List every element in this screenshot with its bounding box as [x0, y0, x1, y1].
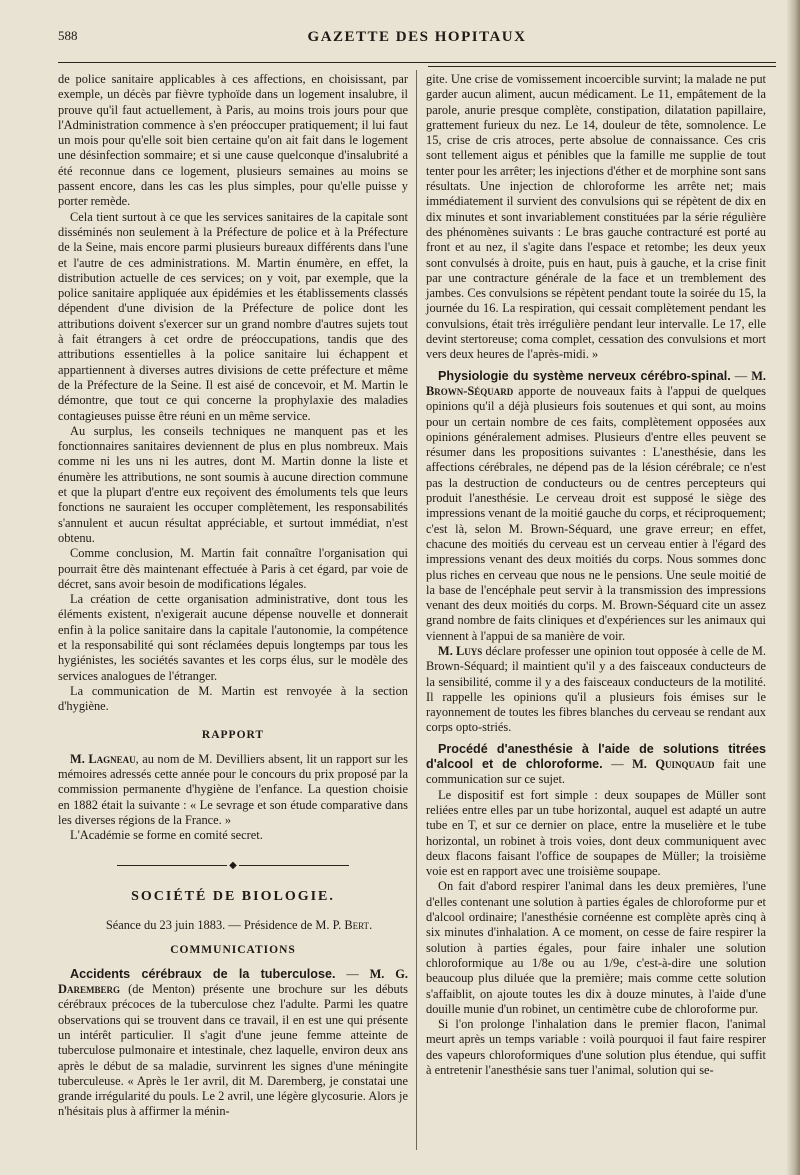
article-paragraph: Procédé d'anesthésie à l'aide de solutions titrées d'alcool et de chloroforme. — M. Quinquaud fait une communication sur ce sujet. [426, 741, 766, 787]
speaker-name: M. Lagneau [70, 751, 136, 766]
paragraph: gite. Une crise de vomissement incoercible survint; la malade ne put garder aucun aliment, aucun médicament. Le 11, empâtement de la parole, anurie presque complète, constipation, dilatation papillaire, grattement furieux du nez. Le 14, douleur de tête, somnolence. Le 15, crise de cris atroces, perte absolue de connaissance. Ces cris sont tellement aigus et pénibles que la famille me supplie de tout tenter pour les arrêter; les injections d'éther et de morphine sont sans résultats. Une injection de chloroforme les arrête net; mais immédiatement il survient des convulsions qui se répètent de dix en dix minutes et sont invariablement constituées par la série régulière des phénomènes suivants : Le bras gauche contracturé est porté au front et au nez, il s'agite dans l'espace et retombe; les deux yeux sont convulsés à droite, puis en haut, puis à gauche, et la crise finit par une contracture générale de la face et un tremblement des jambes. Ces convulsions se répètent pendant toute la soirée du 15, la journée du 16. La respiration, qui cessait complètement pendant les convulsions, était très irrégulière pendant leur intervalle. Le 17, elle devint stertoreuse; coma complet, cessation des convulsions et mort vers deux heures de l'après-midi. » [426, 72, 766, 362]
article-text: apporte de nouveaux faits à l'appui de quelques opinions qu'il a déjà plusieurs fois soutenues et qui sont, au moins pour un certain nombre de ces faits, complètement opposées aux opinions généralement admises. Plusieurs d'entre elles peuvent se résumer dans les propositions suivantes : L'anesthésie, dans les affections cérébrales, ne dépend pas de la lésion cérébrale; ce n'est pas la destruction de conducteurs ou de centres percepteurs qui produit l'anesthésie. Le cerveau droit est supposé le siège des impressions venant de la moitié gauche du corps, et réciproquement; c'est là, selon M. Brown-Séquard, une grave erreur; en effet, chacune des moitiés du cerveau est un cerveau entier à l'égard des impressions venant des deux moitiés du corps. Nous sommes donc plus riches en cerveau que nous ne le pensions. Une seule moitié de la base de l'encéphale peut servir à la transmission des impressions venant des deux moitiés du corps. M. Brown-Séquard cite un assez grand nombre de faits cliniques et d'expériences sur les animaux qui viennent à l'appui de sa manière de voir. [426, 383, 766, 643]
paragraph: L'Académie se forme en comité secret. [70, 828, 263, 843]
rapport-text: , au nom de M. Devilliers absent, lit un rapport sur les mémoires adressés cette année pour le concours du prix proposé par la commission permanente d'hygiène de l'enfance. La question choisie en 1882 était la suivante : « Le sevrage et son étude comparative dans les diverses régions de la France. » [58, 751, 409, 827]
header-rule-secondary [428, 66, 776, 67]
paragraph: de police sanitaire applicables à ces affections, en choisissant, par exemple, un décès par fièvre typhoïde dans un logement insalubre, il prouve qu'il faut actuellement, à Paris, au moins trois jours pour que l'Administration commence à s'en préoccuper pratiquement; il lui faut un mois pour qu'elle soit bien certaine qu'on ait fait dans le logement une désinfection sommaire; et si une cause quelconque d'insalubrité a été reconnue dans ce logement, plusieurs semaines au moins se passent encore, dans les cas les plus simples, pour qu'elle puisse y porter remède. [58, 72, 408, 209]
article-paragraph: Accidents cérébraux de la tuberculose. — M. G. Daremberg (de Menton) présente une brochure sur les débuts cérébraux précoces de la tuberculose chez l'adulte. Parmi les quatre observations qui se trouvent dans ce travail, il en est une qui présente un intérêt particulier. Il s'agit d'une jeune femme atteinte de tuberculose pulmonaire et intestinale, chez laquelle, environ deux ans après le début de sa maladie, survinrent les signes d'une méningite tuberculeuse. « Après le 1er avril, dit M. Daremberg, je constatai une grande irrégularité du pouls. Le 2 avril, une légère glycosurie. Alors je n'hésitais plus à affirmer la ménin- [58, 966, 408, 1119]
paragraph: Cela tient surtout à ce que les services sanitaires de la capitale sont disséminés non seulement à la Préfecture de police et à la Préfecture de la Seine, mais encore parmi plusieurs bureaux différents dans l'une et l'autre de ces administrations. M. Martin énumère, en effet, la distribution actuelle de ces services; on y voit, par exemple, que la police sanitaire appliquée aux épidémies et les établissements classés dépendent d'une division de la Préfecture de police dont les attributions doivent s'exercer sur un grand nombre d'autres sujets tout à fait étrangers à cet ordre de préoccupations, tandis que des attributions essentielles à la police sanitaire lui échappent et appartiennent à diverses autres divisions de cette préfecture et même de la Préfecture de la Seine. Il est aisé de concevoir, et M. Martin le démontre, que tout ce qui concerne la prophylaxie des maladies contagieuses puisse être réuni en un même service. [58, 209, 408, 423]
paragraph: Le dispositif est fort simple : deux soupapes de Müller sont reliées entre elles par un tube horizontal, auquel est adapté un autre tube en T, et sur ce dernier on place, entre la muselière et le tube horizontal, un robinet à trois voies, dont deux communiquent avec deux flacons faisant l'office de soupapes de Müller; la troisième voie est en rapport avec une troisième soupape. [426, 787, 766, 879]
article-title: Accidents cérébraux de la tuberculose. [70, 966, 336, 981]
article-text: (de Menton) présente une brochure sur les débuts cérébraux précoces de la tuberculose chez l'adulte. Parmi les quatre observations qui se trouvent dans ce travail, il en est une qui présente un intérêt particulier. Il s'agit d'une jeune femme atteinte de tuberculose pulmonaire et intestinale, chez laquelle, environ deux ans après le début de sa maladie, survinrent les signes d'une méningite tuberculeuse. « Après le 1er avril, dit M. Daremberg, je constatai une grande irrégularité du pouls. Le 2 avril, une légère glycosurie. Alors je n'hésitais plus à affirmer la ménin- [58, 982, 408, 1119]
speaker-name: M. G. Daremberg [58, 966, 408, 997]
speaker-name: M. Quinquaud [632, 757, 715, 772]
communications-heading: COMMUNICATIONS [170, 944, 296, 957]
article-paragraph: Physiologie du système nerveux cérébro-spinal. — M. Brown-Séquard apporte de nouveaux faits à l'appui de quelques opinions qu'il a déjà plusieurs fois soutenues et qui sont, au moins pour un certain nombre de ces faits, complètement opposées aux opinions généralement admises. Plusieurs d'entre elles peuvent se résumer dans les propositions suivantes : L'anesthésie, dans les affections cérébrales, ne dépend pas de la lésion cérébrale; ce n'est pas la destruction de conducteurs ou de centres percepteurs qui produit l'anesthésie. Le cerveau droit est supposé le siège des impressions venant de la moitié gauche du corps, et réciproquement; c'est là, selon M. Brown-Séquard, une grave erreur; en effet, chacune des moitiés du cerveau est un cerveau entier à l'égard des impressions venant des deux moitiés du corps. Nous sommes donc plus riches en cerveau que nous ne le pensions. Une seule moitié de la base de l'encéphale peut servir à la transmission des impressions venant des deux moitiés du corps. M. Brown-Séquard cite un assez grand nombre de faits cliniques et d'expériences sur les animaux qui viennent à l'appui de sa manière de voir. [426, 368, 766, 643]
article-text: déclare professer une opinion tout opposée à celle de M. Brown-Séquard; il maintient qu'il y a des faisceaux conducteurs de la sensibilité, comme il y a des faisceaux conducteurs de la motilité. Il rappelle les opinions qu'il a plusieurs fois émises sur le rayonnement de toutes les fibres blanches du cerveau se rendant aux corps opto-striés. [426, 643, 766, 735]
section-title: SOCIÉTÉ DE BIOLOGIE. [131, 888, 335, 904]
article-title: Procédé d'anesthésie à l'aide de solutions titrées d'alcool et de chloroforme. [426, 741, 766, 772]
running-title: GAZETTE DES HOPITAUX [307, 29, 527, 45]
right-column [426, 72, 766, 1078]
paragraph: Au surplus, les conseils techniques ne manquent pas et les fonctionnaires sanitaires deviennent de plus en plus nombreux. Mais comme ni les uns ni les autres, dont M. Martin donne la liste et énumère les attributions, ne sont soumis à aucune direction commune et que la plupart d'entre eux reçoivent des émoluments tels que leurs fonctions ne sauraient les occuper complètement, les responsabilités s'annulent et aucun résultat appréciable, et surtout immédiat, n'est obtenu. [58, 423, 408, 545]
paragraph: Comme conclusion, M. Martin fait connaître l'organisation qui pourrait être dès maintenant effectuée à Paris à cet égard, par voie de décret, sans avoir besoin de modifications légales. [58, 546, 408, 591]
paragraph: On fait d'abord respirer l'animal dans les deux premières, l'une d'elles contenant une solution à parties égales de chloroforme pur et d'alcool ordinaire; l'anesthésie cornéenne est complète après cinq à six minutes d'inhalation. A ce moment, on cesse de faire respirer la solution à parties égales, pour faire inhaler une solution chloroformique au 1/8e ou au 1/9e, c'est-à-dire une solution beaucoup plus diluée que la première; mais comme cette solution s'affaiblit, on ajoute toutes les dix à douze minutes, à l'aide d'une douille munie d'un robinet, un centimètre cube de chloroforme pur. [426, 879, 766, 1016]
rapport-heading: RAPPORT [201, 729, 265, 742]
speaker-name: M. Luys [438, 643, 483, 658]
president-name: Bert [344, 918, 370, 933]
left-column [58, 72, 408, 1120]
seance-prefix: Séance du 23 juin 1883. — Présidence de M. P. [105, 918, 342, 933]
section-ornament: ◆ [58, 858, 408, 873]
header-rule [58, 62, 776, 63]
page-binding-edge [786, 0, 800, 1175]
article-text: fait une communication sur ce sujet. [426, 757, 766, 787]
article-title: Physiologie du système nerveux cérébro-spinal. [438, 368, 731, 383]
article-paragraph [426, 644, 766, 736]
seance-line: Séance du 23 juin 1883. — Présidence de M. P. Bert. [105, 918, 373, 933]
page-number: 588 [58, 28, 78, 43]
paragraph: La création de cette organisation administrative, dont tous les éléments existent, n'exigerait aucune dépense nouvelle et donnerait enfin à la police sanitaire dans la capitale l'autonomie, la compétence et la responsabilité qui sont réclamées depuis longtemps par tous les hygiénistes, les sociétés savantes et les corps élus, sur le modèle des services analogues de l'étranger. [58, 592, 408, 683]
paragraph: Si l'on prolonge l'inhalation dans le premier flacon, l'animal meurt après un temps variable : voilà pourquoi il faut faire respirer des vapeurs chloroformiques d'une solution plus étendue, qui suffit à entretenir l'anesthésie sans tuer l'animal, solution qui se- [426, 1017, 766, 1077]
paragraph: La communication de M. Martin est renvoyée à la section d'hygiène. [58, 683, 408, 714]
rapport-paragraph [58, 752, 408, 828]
speaker-name: M. Brown-Séquard [426, 368, 766, 398]
column-separator [416, 70, 417, 1150]
page-header [58, 26, 776, 56]
